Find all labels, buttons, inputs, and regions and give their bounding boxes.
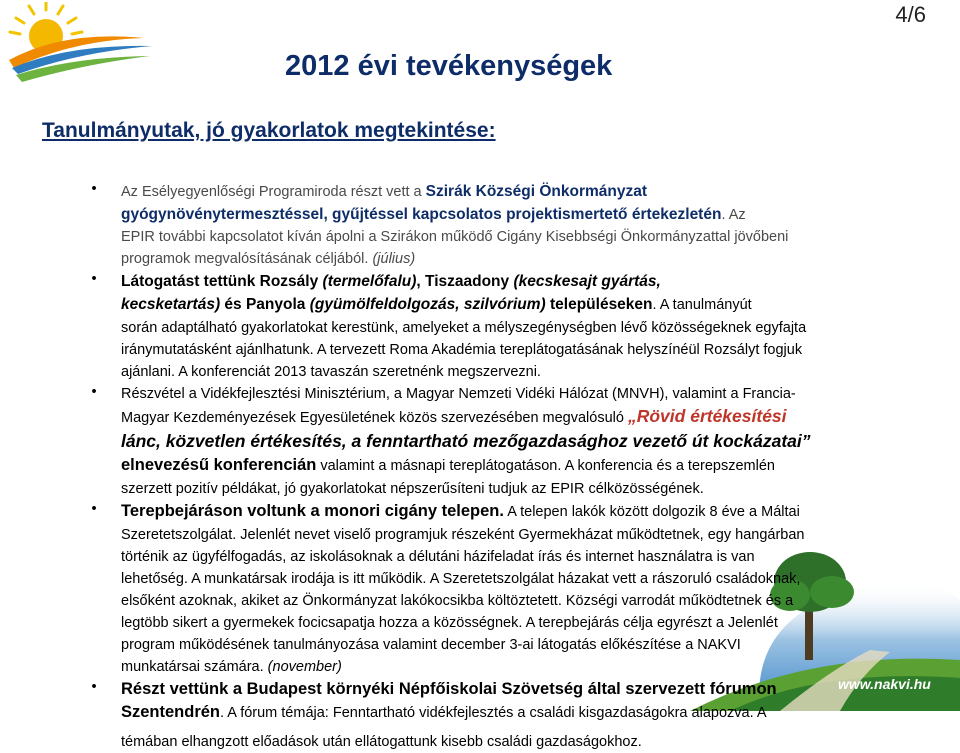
text-bold: Látogatást tettünk Rozsály [121, 273, 323, 290]
text: Az Esélyegyenlőségi Programiroda részt vett a [121, 184, 426, 200]
text: . A tanulmányút [652, 297, 752, 313]
text: A telepen lakók között dolgozik 8 éve a Máltai [503, 504, 800, 520]
text-highlight: „Rövid értékesítési [627, 406, 787, 426]
text: . A fórum témája: Fenntartható vidékfejlesztés a családi kisgazdaságokra alapozva. A [220, 705, 767, 721]
text: történik az ügyfélfogadás, az iskolásoknak a délutáni házifeladat írás és internet használatra is van [121, 549, 755, 565]
page-subtitle: Tanulmányutak, jó gyakorlatok megtekintése: [42, 119, 496, 142]
text-date: (július) [372, 251, 416, 267]
text: Részvétel a Vidékfejlesztési Minisztérium, a Magyar Nemzeti Vidéki Hálózat (MNVH), valamint a Francia- [121, 386, 796, 402]
text-bold-italic: (termelőfalu) [322, 273, 417, 290]
page-number: 4/6 [895, 2, 926, 27]
text-bold: elnevezésű konferencián [121, 456, 317, 474]
activity-list [90, 180, 875, 753]
text: lehetőség. A munkatársak irodája is itt működik. A Szeretetszolgálat házakat vett a rászoruló családoknak, [121, 571, 801, 587]
text-bold: , Tiszaadony [416, 273, 514, 290]
bullet-icon: • [91, 679, 97, 695]
text: szerzett pozitív példákat, jó gyakorlatokat népszerűsíteni tudjuk az EPIR célközösségének. [121, 481, 704, 497]
text-bold-italic: (gyümölfeldolgozás, szilvórium) [309, 296, 546, 313]
list-item [90, 500, 875, 678]
list-item [90, 180, 875, 270]
text-highlight: lánc, közvetlen értékesítés, a fenntartható mezőgazdasághoz vezető út kockázatai” [121, 431, 811, 451]
text: ajánlani. A konferenciát 2013 tavaszán szeretnénk megszervezni. [121, 364, 541, 380]
text-bold: Szentendrén [121, 703, 221, 721]
text-highlight: Szirák Községi Önkormányzat [425, 183, 648, 200]
list-item [90, 270, 875, 383]
nakvi-url: www.nakvi.hu [838, 676, 931, 692]
bullet-icon: • [91, 384, 97, 400]
text-bold-italic: (kecskesajt gyártás, [513, 273, 661, 290]
text: témában elhangzott előadások után ellátogattunk kisebb családi gazdaságokhoz. [121, 734, 642, 750]
page-title: 2012 évi tevékenységek [285, 50, 613, 82]
text-bold: Terepbejáráson voltunk a monori cigány telepen. [121, 502, 504, 520]
text: munkatársai számára. [121, 659, 268, 675]
text: elsőként azoknak, akiket az Önkormányzat lakókocsikba költöztetett. Községi varrodát működtetnek és a [121, 593, 794, 609]
list-item [90, 383, 875, 500]
text-bold-italic: kecsketartás) [121, 296, 221, 313]
text: során adaptálható gyakorlatokat kerestünk, amelyeket a mélyszegénységben lévő közösségeknek egyfajta [121, 320, 807, 336]
text: valamint a másnapi tereplátogatáson. A konferencia és a terepszemlén [316, 458, 775, 474]
text-bold: településeken [545, 296, 653, 313]
text-highlight: gyógynövénytermesztéssel, gyűjtéssel kapcsolatos projektismertető értekezletén [121, 206, 722, 223]
text: EPIR további kapcsolatot kíván ápolni a Szirákon működő Cigány Kisebbségi Önkormányzattal jövőbeni [121, 229, 789, 245]
text: Magyar Kezdeményezések Egyesületének közös szervezésében megvalósuló [121, 410, 628, 426]
bullet-icon: • [91, 501, 97, 517]
text: iránymutatásként ajánlhatunk. A tervezett Roma Akadémia tereplátogatásának helyszínéül Rozsályt fogjuk [121, 342, 803, 358]
text: program működésének tanulmányozása valamint december 3-ai látogatás előkészítése a NAKVI [121, 637, 741, 653]
bullet-icon: • [91, 271, 97, 287]
text-date: (november) [267, 659, 342, 675]
logo-icon [4, 2, 154, 84]
text: Szeretetszolgálat. Jelenlét nevet viselő programjuk részeként Gyermekházat működtetnek, egy hangárban [121, 527, 805, 543]
text: legtöbb sikert a gyermekek focicsapatja hozza a közösségnek. A terepbejárás célja egyrészt a Jelenlét [121, 615, 778, 631]
text-bold: és Panyola [220, 296, 310, 313]
text-bold: Részt vettünk a Budapest környéki Népfőiskolai Szövetség által szervezett fórumon [121, 680, 777, 698]
text: . Az [721, 207, 746, 223]
list-item [90, 678, 875, 753]
bullet-icon: • [91, 181, 97, 197]
text: programok megvalósításának céljából. [121, 251, 373, 267]
